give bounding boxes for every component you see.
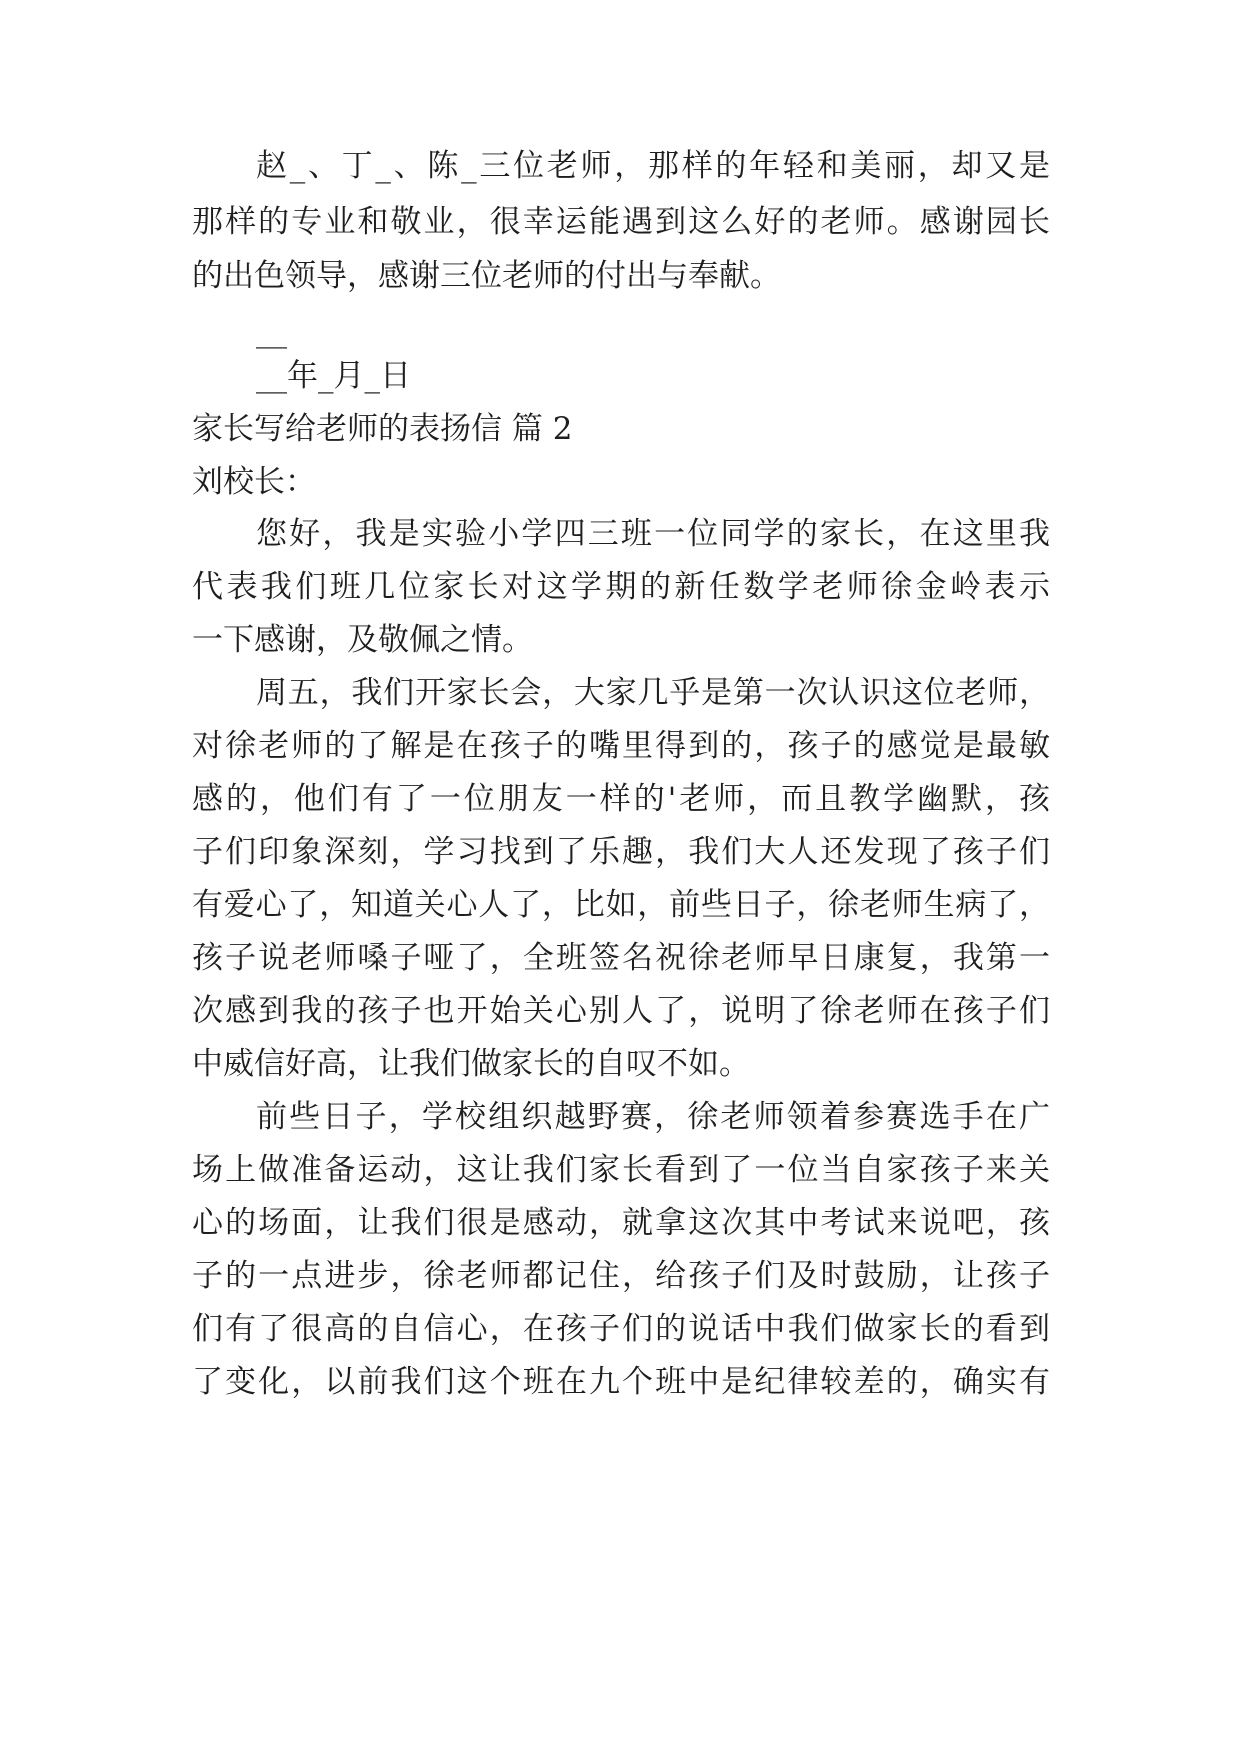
text-line: 周五，我们开家长会，大家几乎是第一次认识这位老师， [256,675,1050,711]
text-line: 感的，他们有了一位朋友一样的'老师，而且教学幽默，孩 [192,781,1050,817]
text-line: 孩子说老师嗓子哑了，全班签名祝徐老师早日康复，我第一 [192,940,1050,976]
text-line: 了变化，以前我们这个班在九个班中是纪律较差的，确实有 [192,1364,1050,1400]
text-line: 次感到我的孩子也开始关心别人了，说明了徐老师在孩子们 [192,993,1050,1029]
text-line: 心的场面，让我们很是感动，就拿这次其中考试来说吧，孩 [192,1205,1050,1241]
text-line: 们有了很高的自信心，在孩子们的说话中我们做家长的看到 [192,1311,1050,1347]
text-line: 子们印象深刻，学习找到了乐趣，我们大人还发现了孩子们 [192,834,1050,870]
text-line: 赵_、丁_、陈_三位老师，那样的年轻和美丽，却又是 [256,148,1050,184]
text-line: 场上做准备运动，这让我们家长看到了一位当自家孩子来关 [192,1152,1050,1188]
text-line: 子的一点进步，徐老师都记住，给孩子们及时鼓励，让孩子 [192,1258,1050,1294]
text-line: 有爱心了，知道关心人了，比如，前些日子，徐老师生病了， [192,887,1050,923]
text-line: 的出色领导，感谢三位老师的付出与奉献。 [192,258,781,294]
section-heading: 家长写给老师的表扬信 篇 2 [192,411,573,447]
text-line: 对徐老师的了解是在孩子的嘴里得到的，孩子的感觉是最敏 [192,728,1050,764]
salutation: 刘校长： [192,464,316,500]
signature-line: __ [256,313,287,349]
text-line: 一下感谢，及敬佩之情。 [192,622,533,658]
text-line: 前些日子，学校组织越野赛，徐老师领着参赛选手在广 [256,1099,1050,1135]
text-line: 中威信好高，让我们做家长的自叹不如。 [192,1046,750,1082]
text-line: 您好，我是实验小学四三班一位同学的家长，在这里我 [256,516,1050,552]
text-line: 那样的专业和敬业，很幸运能遇到这么好的老师。感谢园长 [192,204,1050,240]
text-line: 代表我们班几位家长对这学期的新任数学老师徐金岭表示 [192,569,1050,605]
date-line: __年_月_日 [256,358,411,394]
